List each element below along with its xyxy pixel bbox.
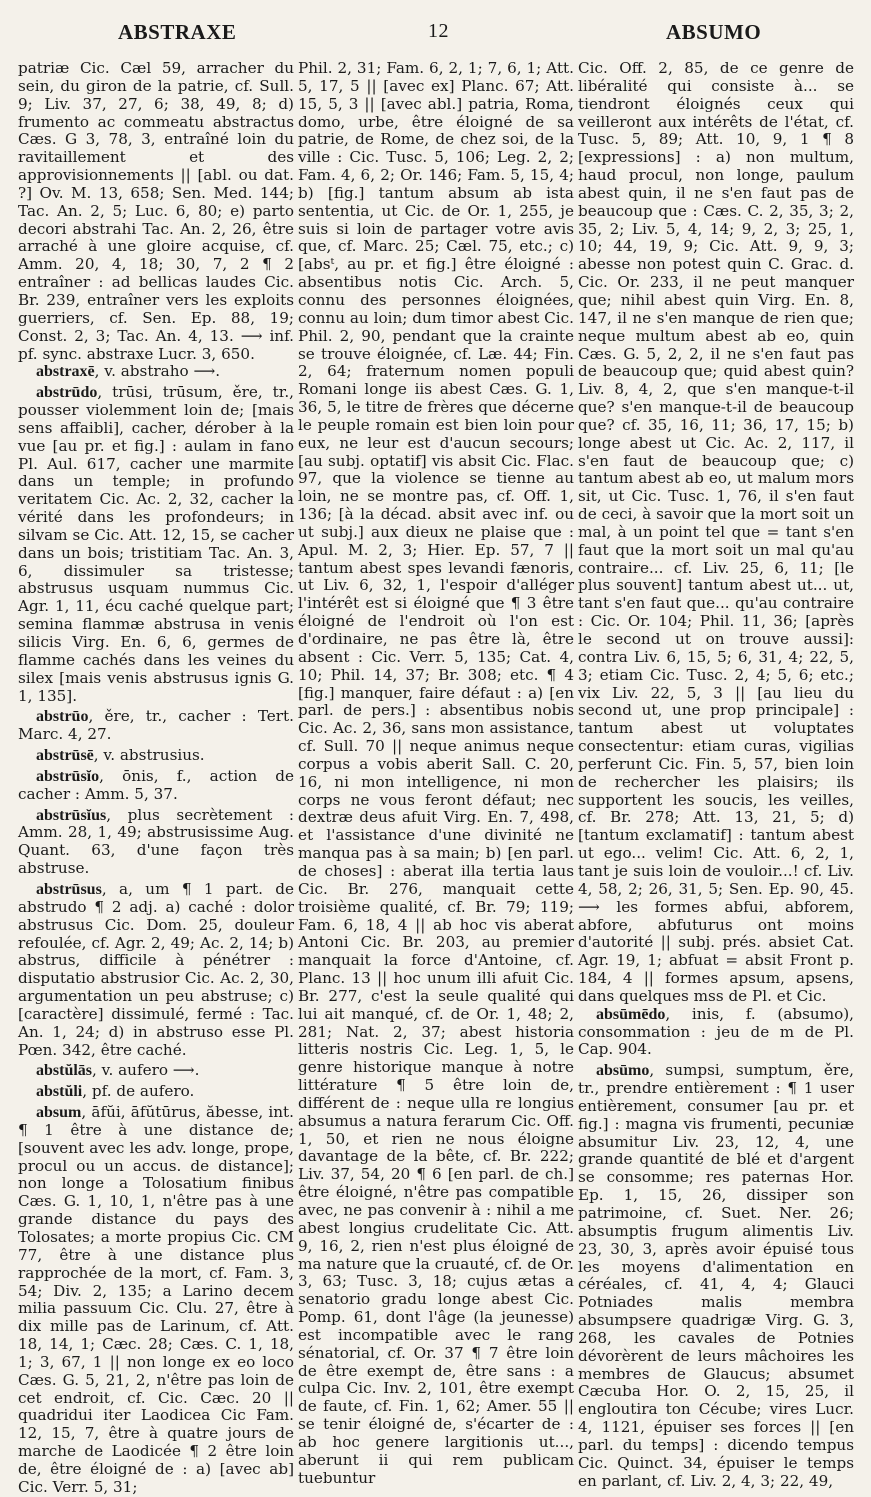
dictionary-entry: abstrūdo, trūsi, trūsum, ěre, tr., pousser violemment loin de; [mais sens affaibli], cacher, dérober à la vue [au pr. et fig.] : aulam in fano Pl. Aul. 617, cacher une marmite dans un temple; in profundo veritatem Cic. Ac. 2, 32, cacher la vérité dans les profondeurs; in silvam se Cic. Att. 12, 15, se cacher dans un bois; tristitiam Tac. An. 3, 6, dissimuler sa tristesse; abstrusus usquam nummus Cic. Agr. 1, 11, écu caché quelque part; semina flammæ abstrusa in venis silicis Virg. En. 6, 6, germes de flamme cachés dans les veines du silex [mais venis abstrusus ignis G. 1, 135]. bbox=[18, 383, 294, 705]
headword: absūmo bbox=[596, 1062, 650, 1080]
header-right-keyword: ABSUMO bbox=[666, 20, 762, 44]
dictionary-entry: abstraxē, v. abstraho ⟶. bbox=[36, 362, 221, 381]
dictionary-entry: abstŭli, pf. de aufero. bbox=[36, 1082, 195, 1101]
header-left-keyword: ABSTRAXE bbox=[118, 20, 237, 44]
dictionary-entry: abstrūsē, v. abstrusius. bbox=[36, 746, 205, 765]
entry-continuation: patriæ Cic. Cæl 59, arracher du sein, du giron de la patrie, cf. Sull. 9; Liv. 37, 27, 6; 38, 49, 8; d) frumento ac commeatu abstractus Cæs. G 3, 78, 3, entraîné loin du ravitaillement et des approvisionnements || [abl. ou dat. ?] Ov. M. 13, 658; Sen. Med. 144; Tac. An. 2, 5; Luc. 6, 80; e) parto decori abstrahi Tac. An. 2, 26, être arraché à une gloire acquise, cf. Amm. 20, 4, 18; 30, 7, 2 ¶ 2 entraîner : ad bellicas laudes Cic. Br. 239, entraîner vers les exploits guerriers, cf. Sen. Ep. 88, 19; Const. 2, 3; Tac. An. 4, 13. ⟶ inf. pf. sync. abstraxe Lucr. 3, 650. bbox=[18, 59, 294, 363]
headword: abstŭlās bbox=[36, 1062, 93, 1080]
text-columns bbox=[18, 59, 858, 1496]
page-number: 12 bbox=[428, 20, 449, 42]
running-header bbox=[0, 20, 871, 50]
headword: abstrūsĭus bbox=[36, 806, 107, 824]
headword: abstraxē bbox=[36, 363, 95, 381]
dictionary-entry: abstrūsĭo, ōnis, f., action de cacher : Amm. 5, 37. bbox=[18, 766, 294, 803]
dictionary-entry: absūmēdo, inis, f. (absumo), consommation : jeu de m de Pl. Cap. 904. bbox=[578, 1004, 854, 1059]
headword: abstrūo bbox=[36, 708, 89, 726]
dictionary-entry: abstrūsus, a, um ¶ 1 part. de abstrudo ¶ 2 adj. a) caché : dolor abstrusus Cic. Dom. 25, douleur refoulée, cf. Agr. 2, 49; Ac. 2, 14; b) abstrus, difficile à pénétrer : disputatio abstrusior Cic. Ac. 2, 30, argumentation un peu abstruse; c) [caractère] dissimulé, fermé : Tac. An. 1, 24; d) in abstruso esse Pl. Pœn. 342, être caché. bbox=[18, 879, 294, 1059]
dictionary-entry: abstrūo, ěre, tr., cacher : Tert. Marc. 4, 27. bbox=[18, 707, 294, 744]
column-2 bbox=[298, 59, 574, 1487]
dictionary-entry: absum, āfŭi, āfŭtūrus, ăbesse, int. ¶ 1 être à une distance de; [souvent avec les adv. longe, prope, procul ou un accus. de distance]; non longe a Tolosatium finibus Cæs. G. 1, 10, 1, n'être pas à une grande distance du pays des Tolosates; a morte propius Cic. CM 77, être à une distance plus rapprochée de la mort, cf. Fam. 3, 54; Div. 2, 135; a Larino decem milia passuum Cic. Clu. 27, être à dix mille pas de Larinum, cf. Att. 18, 14, 1; Cæc. 28; Cæs. C. 1, 18, 1; 3, 67, 1 || non longe ex eo loco Cæs. G. 5, 21, 2, n'être pas loin de cet endroit, cf. Cic. Cæc. 20 || quadridui iter Laodicea Cic Fam. 12, 15, 7, être à quatre jours de marche de Laodicée ¶ 2 être loin de, être éloigné de : a) [avec ab] Cic. Verr. 5, 31; bbox=[18, 1103, 294, 1496]
headword: abstŭli bbox=[36, 1083, 83, 1101]
entry-continuation: Cic. Off. 2, 85, de ce genre de libéralité qui consiste à... se tiendront éloignés ceux qui veilleront aux intérêts de l'état, cf. Tusc. 5, 89; Att. 10, 9, 1 ¶ 8 [expressions] : a) non multum, haud procul, non longe, paulum abest quin, il ne s'en faut pas de beaucoup que : Cæs. C. 2, 35, 3; 2, 35, 2; Liv. 5, 4, 14; 9, 2, 3; 25, 1, 10; 44, 19, 9; Cic. Att. 9, 9, 3; abesse non potest quin C. Grac. d. Cic. Or. 233, il ne peut manquer que; nihil abest quin Virg. En. 8, 147, il ne s'en manque de rien que; neque multum abest ab eo, quin Cæs. G. 5, 2, 2, il ne s'en faut pas de beaucoup que; quid abest quin? Liv. 8, 4, 2, que s'en manque-t-il que? s'en manque-t-il de beaucoup que? cf. 35, 16, 11; 36, 17, 15; b) longe abest ut Cic. Ac. 2, 117, il s'en faut de beaucoup que; c) tantum abest ab eo, ut malum mors sit, ut Cic. Tusc. 1, 76, il s'en faut de ceci, à savoir que la mort soit un mal, à un point tel que = tant s'en faut que la mort soit un mal qu'au contraire... cf. Liv. 25, 6, 11; [le plus souvent] tantum abest ut... ut, tant s'en faut que... qu'au contraire : Cic. Or. 104; Phil. 11, 36; [après le second ut on trouve aussi]: contra Liv. 6, 15, 5; 6, 31, 4; 22, 5, 3; etiam Cic. Tusc. 2, 4; 5, 6; etc.; vix Liv. 22, 5, 3 || [au lieu du second ut, une prop principale] : tantum abest ut voluptates consectentur: etiam curas, vigilias perferunt Cic. Fin. 5, 57, bien loin de rechercher les plaisirs; ils supportent les soucis, les veilles, cf. Br. 278; Att. 13, 21, 5; d) [tantum exclamatif] : tantum abest ut ego... velim! Cic. Att. 6, 2, 1, tant je suis loin de vouloir...! cf. Liv. 4, 58, 2; 26, 31, 5; Sen. Ep. 90, 45. ⟶ les formes abfui, abforem, abfore, abfuturus ont moins d'autorité || subj. prés. absiet Cat. Agr. 19, 1; abfuat = absit Front p. 184, 4 || formes apsum, apsens, dans quelques mss de Pl. et Cic. bbox=[578, 59, 854, 1005]
headword: absum bbox=[36, 1104, 82, 1122]
dictionary-entry: abstŭlās, v. aufero ⟶. bbox=[36, 1061, 200, 1080]
column-1 bbox=[18, 59, 294, 1496]
column-3 bbox=[578, 59, 854, 1490]
dictionary-entry: absūmo, sumpsi, sumptum, ěre, tr., prendre entièrement : ¶ 1 user entièrement, consumer [au pr. et fig.] : magna vis frumenti, pecuniæ absumitur Liv. 23, 12, 4, une grande quantité de blé et d'argent se consomme; res paternas Hor. Ep. 1, 15, 26, dissiper son patrimoine, cf. Suet. Ner. 26; absumptis frugum alimentis Liv. 23, 30, 3, après avoir épuisé tous les moyens d'alimentation en céréales, cf. 41, 4, 4; Glauci Potniades malis membra absumpsere quadrigæ Virg. G. 3, 268, les cavales de Potnies dévorèrent de leurs mâchoires les membres de Glaucus; absumet Cæcuba Hor. O. 2, 15, 25, il engloutira ton Cécube; vires Lucr. 4, 1121, épuiser ses forces || [en parl. du temps] : dicendo tempus Cic. Quinct. 34, épuiser le temps en parlant, cf. Liv. 2, 4, 3; 22, 49, bbox=[578, 1061, 854, 1490]
headword: abstrūdo bbox=[36, 384, 98, 402]
headword: absūmēdo bbox=[596, 1005, 666, 1023]
dictionary-entry: abstrūsĭus, plus secrètement : Amm. 28, 1, 49; abstrusissime Aug. Quant. 63, d'une façon très abstruse. bbox=[18, 805, 294, 878]
headword: abstrūsus bbox=[36, 880, 102, 898]
entry-continuation: Phil. 2, 31; Fam. 6, 2, 1; 7, 6, 1; Att. 5, 17, 5 || [avec ex] Planc. 67; Att. 15, 5, 3 || [avec abl.] patria, Roma, domo, urbe, être éloigné de sa patrie, de Rome, de chez soi, de la ville : Cic. Tusc. 5, 106; Leg. 2, 2; Fam. 4, 6, 2; Or. 146; Fam. 5, 15, 4; b) [fig.] tantum absum ab ista sententia, ut Cic. de Or. 1, 255, je suis si loin de partager votre avis que, cf. Marc. 25; Cæl. 75, etc.; c) [absᵗ, au pr. et fig.] être éloigné : absentibus notis Cic. Arch. 5, connu des personnes éloignées, connu au loin; dum timor abest Cic. Phil. 2, 90, pendant que la crainte se trouve éloignée, cf. Læ. 44; Fin. 2, 64; fraternum nomen populi Romani longe iis abest Cæs. G. 1, 36, 5, le titre de frères que décerne le peuple romain est bien loin pour eux, ne leur est d'aucun secours; [au subj. optatif] vis absit Cic. Flac. 97, que la violence se tienne au loin, ne se montre pas, cf. Off. 1, 136; [à la décad. absit avec inf. ou ut subj.] aux dieux ne plaise que : Apul. M. 2, 3; Hier. Ep. 57, 7 || tantum abest spes levandi fænoris, ut Liv. 6, 32, 1, l'espoir d'alléger l'intérêt est si éloigné que ¶ 3 être éloigné de l'endroit où l'on est d'ordinaire, ne pas être là, être absent : Cic. Verr. 5, 135; Cat. 4, 10; Phil. 14, 37; Br. 308; etc. ¶ 4 [fig.] manquer, faire défaut : a) [en parl. de pers.] : absentibus nobis Cic. Ac. 2, 36, sans mon assistance, cf. Sull. 70 || neque animus neque corpus a vobis aberit Sall. C. 20, 16, ni mon intelligence, ni mon corps ne vous feront défaut; nec dextræ deus afuit Virg. En. 7, 498, et l'assistance d'une divinité ne manqua pas à sa main; b) [en parl. de choses] : aberat illa tertia laus Cic. Br. 276, manquait cette troisième qualité, cf. Br. 79; 119; Fam. 6, 18, 4 || ab hoc vis aberat Antoni Cic. Br. 203, au premier manquait la force d'Antoine, cf. Planc. 13 || hoc unum illi afuit Cic. Br. 277, c'est la seule qualité qui lui ait manqué, cf. de Or. 1, 48; 2, 281; Nat. 2, 37; abest historia litteris nostris Cic. Leg. 1, 5, le genre historique manque à notre littérature ¶ 5 être loin de, différent de : neque ulla re longius absumus a natura ferarum Cic. Off. 1, 50, et rien ne nous éloigne davantage de la bête, cf. Br. 222; Liv. 37, 54, 20 ¶ 6 [en parl. de ch.] être éloigné, n'être pas compatible avec, ne pas convenir à : nihil a me abest longius crudelitate Cic. Att. 9, 16, 2, rien n'est plus éloigné de ma nature que la cruauté, cf. de Or. 3, 63; Tusc. 3, 18; cujus ætas a senatorio gradu longe abest Cic. Pomp. 61, dont l'âge (la jeunesse) est incompatible avec le rang sénatorial, cf. Or. 37 ¶ 7 être loin de être exempt de, être sans : a culpa Cic. Inv. 2, 101, être exempt de faute, cf. Fin. 1, 62; Amer. 55 || se tenir éloigné de, s'écarter de : ab hoc genere largitionis ut..., aberunt ii qui rem publicam tuebuntur bbox=[298, 59, 574, 1487]
headword: abstrūsē bbox=[36, 747, 94, 765]
headword: abstrūsĭo bbox=[36, 767, 100, 785]
